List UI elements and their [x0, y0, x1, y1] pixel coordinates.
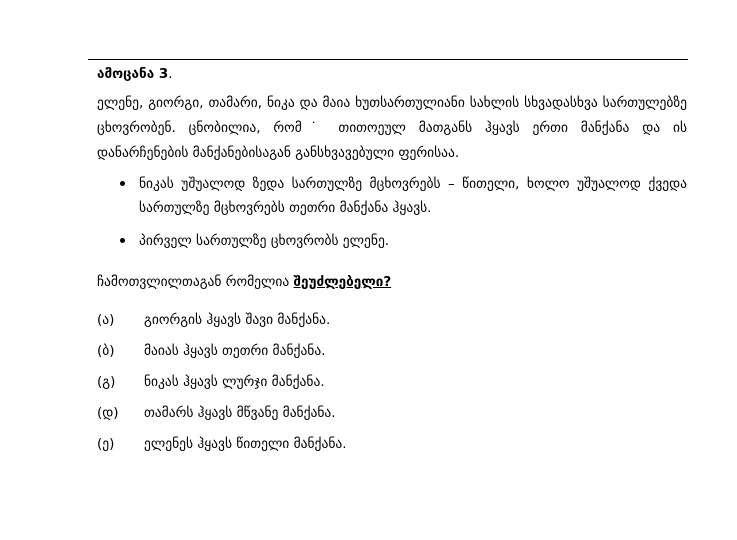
answer-option[interactable] [97, 434, 687, 454]
answer-option[interactable] [97, 403, 687, 423]
question-prefix: ჩამოთვლილთაგან რომელია [97, 274, 294, 290]
option-text: ელენეს ჰყავს წითელი მანქანა. [144, 436, 347, 452]
condition-item [97, 172, 687, 220]
task-title-bold: ამოცანა 3 [97, 66, 169, 82]
answer-option[interactable] [97, 372, 687, 392]
option-label: (ე) [97, 436, 115, 452]
option-label: (ა) [97, 312, 115, 328]
answer-option[interactable] [97, 310, 687, 330]
answer-option[interactable] [97, 341, 687, 361]
question [97, 272, 687, 292]
condition-text: ნიკას უშუალოდ ზედა სართულზე მცხოვრებს – წითელი, ხოლო უშუალოდ ქვედა სართულზე მცხოვრებს თეთრი მანქანა ჰყავს. [139, 176, 687, 216]
bullet-icon [120, 181, 125, 186]
option-text: ნიკას ჰყავს ლურჯი მანქანა. [144, 374, 325, 390]
answer-options [97, 310, 687, 454]
task-title-suffix: . [168, 66, 173, 82]
task-intro: ელენე, გიორგი, თამარი, ნიკა და მაია ხუთსართულიანი სახლის სხვადასხვა სართულებზე ცხოვრობენ. ცნობილია, რომ˙ თითოეულ მათგანს ჰყავს ერთი მანქანა და ის დანარჩენების მანქანებისაგან განსხვავებული ფერისაა. [97, 95, 687, 161]
task-content [97, 64, 687, 465]
conditions-list [97, 172, 687, 253]
option-text: გიორგის ჰყავს შავი მანქანა. [144, 312, 331, 328]
task-title [97, 64, 687, 84]
top-divider [88, 59, 688, 60]
question-emphasis: შეუძლებელი? [293, 274, 392, 290]
option-label: (გ) [97, 374, 116, 390]
option-text: მაიას ჰყავს თეთრი მანქანა. [144, 343, 326, 359]
condition-item [97, 229, 687, 253]
condition-text: პირველ სართულზე ცხოვრობს ელენე. [139, 233, 390, 249]
option-label: (ბ) [97, 343, 115, 359]
option-text: თამარს ჰყავს მწვანე მანქანა. [144, 405, 336, 421]
option-label: (დ) [97, 405, 119, 421]
bullet-icon [120, 238, 125, 243]
